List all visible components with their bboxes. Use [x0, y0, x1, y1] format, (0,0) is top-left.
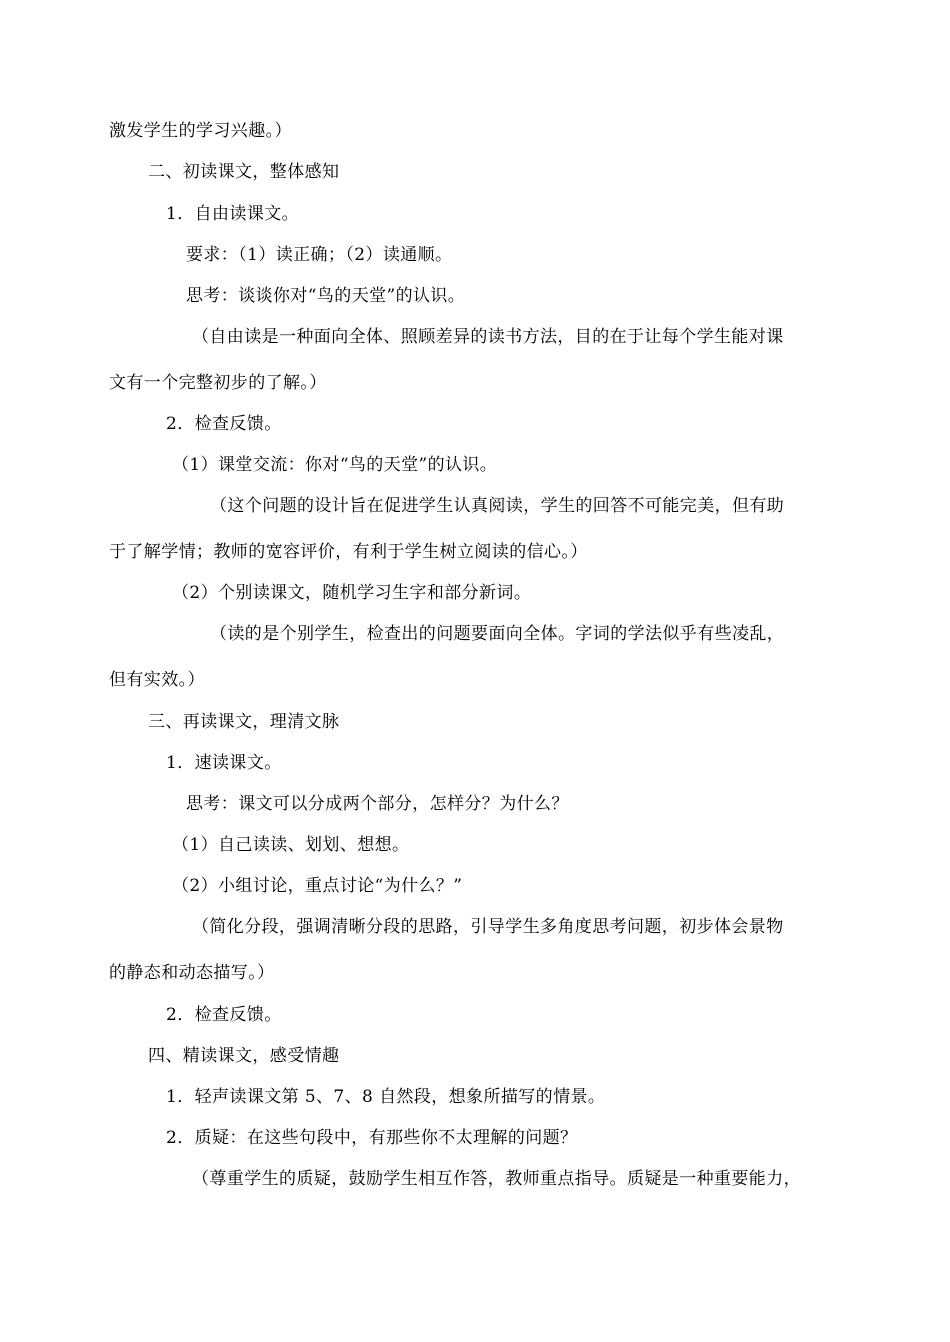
section-heading: 四、精读课文，感受情趣: [148, 1046, 340, 1066]
sub-item: （1）课堂交流：你对“鸟的天堂”的认识。: [172, 455, 498, 475]
sub-item: （1）自己读读、划划、想想。: [172, 835, 410, 855]
list-item: 2．检查反馈。: [166, 414, 282, 434]
section-heading: 二、初读课文，整体感知: [148, 162, 340, 182]
comment-line: （自由读是一种面向全体、照顾差异的读书方法，目的在于让每个学生能对课: [192, 327, 784, 347]
comment-line: （这个问题的设计旨在促进学生认真阅读，学生的回答不可能完美，但有助: [210, 496, 785, 516]
text-line: 激发学生的学习兴趣。）: [109, 121, 292, 141]
text-line: 思考：谈谈你对“鸟的天堂”的认识。: [186, 286, 466, 306]
comment-line: （尊重学生的质疑，鼓励学生相互作答，教师重点指导。质疑是一种重要能力，: [192, 1169, 801, 1189]
comment-line: 的静态和动态描写。）: [109, 963, 275, 983]
list-item: 2．检查反馈。: [166, 1005, 282, 1025]
list-item: 1．轻声读课文第 5、7、8 自然段，想象所描写的情景。: [166, 1087, 606, 1107]
list-item: 2．质疑：在这些句段中，有那些你不太理解的问题？: [166, 1128, 578, 1148]
text-line: 思考：课文可以分成两个部分，怎样分？为什么？: [186, 794, 569, 814]
comment-line: 于了解学情；教师的宽容评价，有利于学生树立阅读的信心。）: [109, 542, 588, 562]
list-item: 1．速读课文。: [166, 753, 282, 773]
sub-item: （2）个别读课文，随机学习生字和部分新词。: [172, 583, 532, 603]
text-line: 要求：（1）读正确；（2）读通顺。: [186, 245, 453, 265]
list-item: 1．自由读课文。: [166, 204, 300, 224]
comment-line: 但有实效。）: [109, 670, 205, 690]
comment-line: （读的是个别学生，检查出的问题要面向全体。字词的学法似乎有些凌乱，: [210, 624, 785, 644]
section-heading: 三、再读课文，理清文脉: [148, 712, 340, 732]
comment-line: 文有一个完整初步的了解。）: [109, 373, 327, 393]
sub-item: （2）小组讨论，重点讨论“为什么？”: [172, 876, 463, 896]
comment-line: （简化分段，强调清晰分段的思路，引导学生多角度思考问题，初步体会景物: [192, 917, 784, 937]
